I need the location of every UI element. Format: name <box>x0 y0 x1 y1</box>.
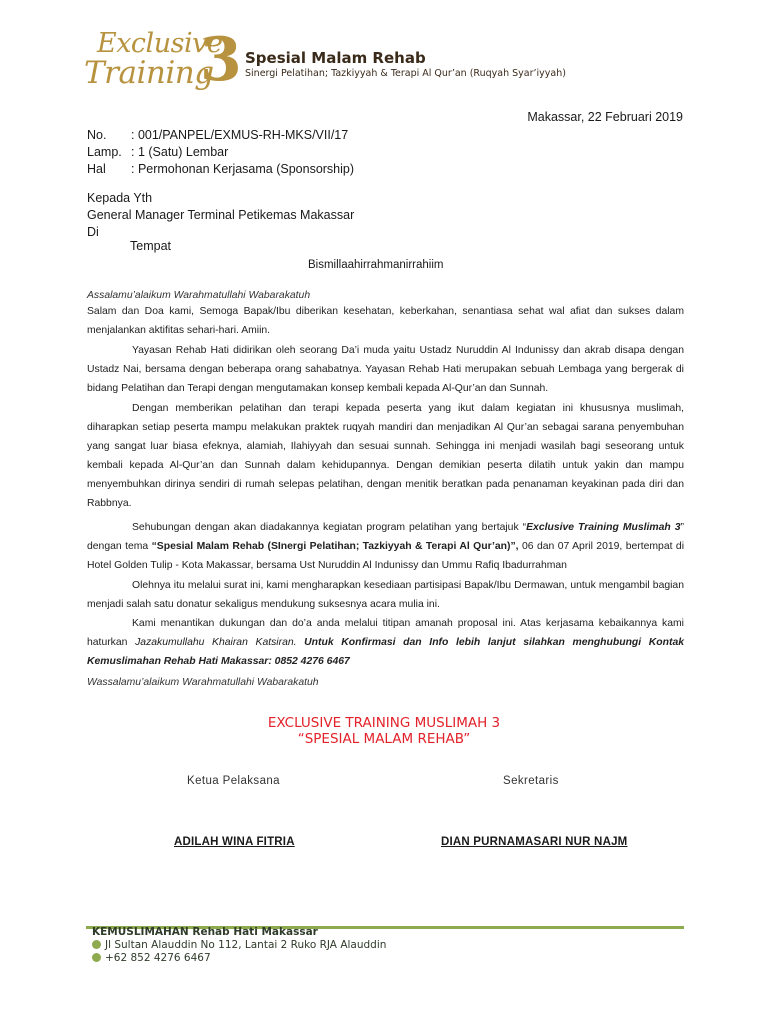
recipient-name: General Manager Terminal Petikemas Makassar <box>87 208 355 222</box>
closing-greeting: Wassalamu’alaikum Warahmatullahi Wabarakatuh <box>87 677 319 688</box>
opening-greeting: Assalamu’alaikum Warahmatullahi Wabarakatuh <box>87 290 311 301</box>
signature-label-chair: Ketua Pelaksana <box>187 775 280 787</box>
location-pin-icon <box>92 940 101 949</box>
letter-meta <box>87 127 354 178</box>
signature-name-secretary: DIAN PURNAMASARI NUR NAJM <box>441 836 628 848</box>
meta-attachment: Lamp. : 1 (Satu) Lembar <box>87 145 229 159</box>
letter-date: Makassar, 22 Februari 2019 <box>527 110 683 124</box>
recipient-salutation: Kepada Yth <box>87 191 153 205</box>
logo-word-training: Training <box>84 55 214 91</box>
logo-word-exclusive: Exclusive <box>97 28 223 59</box>
signature-label-secretary: Sekretaris <box>503 775 559 787</box>
paragraph-2: Yayasan Rehab Hati didirikan oleh seorang Da’i muda yaitu Ustadz Nuruddin Al Indunissy dan akrab disapa dengan Ustadz Nai, bersama dengan beberapa orang sahabatnya. Yayasan Rehab Hati merupakan sebuah Lembaga yang bergerak di bidang Pelatihan dan Terapi dengan mengutamakan konsep kembali kepada Al-Qur’an dan Sunnah. <box>87 345 684 394</box>
meta-number: No. : 001/PANPEL/EXMUS-RH-MKS/VII/17 <box>87 128 349 142</box>
whatsapp-icon <box>92 953 101 962</box>
event-theme: “SPESIAL MALAM REHAB” <box>297 731 471 747</box>
footer-phone: +62 852 4276 6467 <box>92 953 211 964</box>
letterhead-title: Spesial Malam Rehab <box>245 49 426 67</box>
footer-org: KEMUSLIMAHAN Rehab Hati Makassar <box>92 926 318 938</box>
paragraph-4: Sehubungan dengan akan diadakannya kegiatan program pelatihan yang bertajuk “Exclusive Training Muslimah 3” dengan tema “Spesial Malam Rehab (SInergi Pelatihan; Tazkiyyah & Terapi Al Qur’an)”, 06 dan 07 April 2019, bertempat di Hotel Golden Tulip - Kota Makassar, bersama Ust Nuruddin Al Indunissy dan Ummu Rafiq Ibadurrahman <box>87 522 685 571</box>
recipient-place: Tempat <box>130 239 171 253</box>
paragraph-3: Dengan memberikan pelatihan dan terapi kepada peserta yang ikut dalam kegiatan ini khususnya muslimah, diharapkan setiap peserta mampu melakukan praktek ruqyah mandiri dan menjadikan Al Qur’an sebagai sarana penyembuhan yang sangat luar biasa efeknya, alamiah, Ilahiyyah dan sesuai sunnah. Sehingga ini menjadi wasilah bagi seseorang untuk kembali kepada Al-Qur’an dan Sunnah dalam kehidupannya. Dengan demikian peserta dilatih untuk yakin dan mampu menyembuhkan dirinya sendiri di rumah selepas pelatihan, dengan menitik beratkan pada penanaman keyakinan pada diri dan Rabbnya. <box>87 403 684 509</box>
paragraph-6: Kami menantikan dukungan dan do’a anda melalui titipan amanah proposal ini. Atas kerjasama kebaikannya kami haturkan Jazakumullahu Khairan Katsiran. Untuk Konfirmasi dan Info lebih lanjut silahkan menghubungi Kontak Kemuslimahan Rehab Hati Makassar: 0852 4276 6467 <box>87 618 685 667</box>
event-title: EXCLUSIVE TRAINING MUSLIMAH 3 <box>267 715 501 731</box>
paragraph-5: Olehnya itu melalui surat ini, kami mengharapkan kesediaan partisipasi Bapak/Ibu Dermawan, untuk mengambil bagian menjadi salah satu donatur sekaligus mendukung suksesnya acara mulia ini. <box>87 580 684 610</box>
logo-number: 3 <box>200 25 242 95</box>
recipient-di: Di <box>87 225 99 239</box>
footer-address: Jl Sultan Alauddin No 112, Lantai 2 Ruko RJA Alauddin <box>92 940 386 951</box>
signature-name-chair: ADILAH WINA FITRIA <box>174 836 295 848</box>
paragraph-1: Salam dan Doa kami, Semoga Bapak/Ibu diberikan kesehatan, keberkahan, senantiasa sehat wal afiat dan sukses dalam menjalankan aktifitas sehari-hari. Amiin. <box>87 306 684 336</box>
bismillah: Bismillaahirrahmanirrahiim <box>308 259 444 271</box>
letterhead-subtitle: Sinergi Pelatihan; Tazkiyyah & Terapi Al Qur’an (Ruqyah Syar’iyyah) <box>245 68 566 79</box>
meta-subject: Hal : Permohonan Kerjasama (Sponsorship) <box>87 162 355 176</box>
recipient-block <box>87 190 354 241</box>
